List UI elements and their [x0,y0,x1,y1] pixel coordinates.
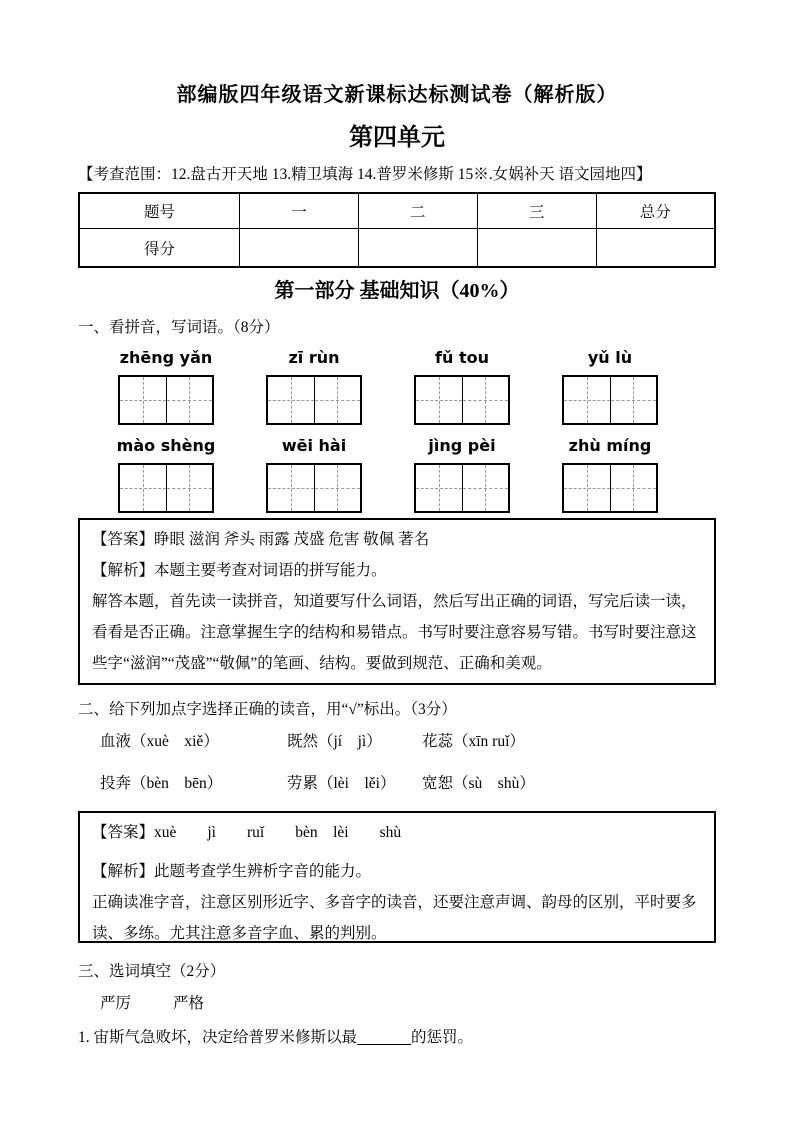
writing-grid-cell [416,377,463,423]
question-3-title: 三、选词填空（2分） [78,963,226,980]
phonetic-choice-item: 劳累（lèi lěi） [287,775,396,792]
pinyin-label: wēi hài [281,436,347,455]
fill-in-item-1 [78,1027,716,1049]
writing-grid-cell [268,465,315,511]
analysis-line: 【解析】此题考查学生辨析字音的能力。 [92,863,372,880]
writing-grid [414,375,510,425]
score-table-header-cell: 一 [240,193,359,229]
writing-grid-cell [268,377,315,423]
writing-grid [562,375,658,425]
pinyin-word-group [240,435,388,513]
pinyin-label: zhù míng [568,436,652,455]
pinyin-word-group [240,347,388,425]
score-cell-empty [596,229,715,268]
pinyin-word-group [92,347,240,425]
writing-grid [414,463,510,513]
fill-in-item-text-pre: 1. 宙斯气急败坏，决定给普罗米修斯以最 [78,1029,358,1046]
score-table-header-cell: 三 [477,193,596,229]
pinyin-label: zhēng yǎn [119,348,213,367]
phonetic-choice-item: 投奔（bèn bēn） [100,775,223,792]
answer-line: 【答案】睁眼 滋润 斧头 雨露 茂盛 危害 敬佩 著名 [92,531,430,548]
score-table-header-row [79,193,715,229]
score-table-score-row [79,229,715,268]
pinyin-label: mào shèng [116,436,216,455]
question-1-title: 一、看拼音，写词语。（8分） [78,319,280,336]
phonetic-choice-item: 血液（xuè xiě） [100,733,219,750]
question-2-title: 二、给下列加点字选择正确的读音，用“√”标出。（3分） [78,701,457,718]
writing-grid-cell [315,377,361,423]
pinyin-row-2 [78,435,716,513]
writing-grid-cell [564,377,611,423]
pinyin-word-group [536,435,684,513]
unit-title: 第四单元 [349,123,445,151]
score-cell-empty [358,229,477,268]
phonetic-choice-row-2 [78,773,716,795]
score-table [78,192,716,268]
writing-grid [562,463,658,513]
writing-grid-cell [611,377,657,423]
score-table-header-cell: 二 [358,193,477,229]
score-cell-empty [240,229,359,268]
pinyin-word-group [388,347,536,425]
analysis-detail: 正确读准字音，注意区别形近字、多音字的读音，还要注意声调、韵母的区别，平时要多读、多练。尤其注意多音字血、累的判别。 [92,894,697,942]
analysis-detail: 解答本题，首先读一读拼音，知道要写什么词语，然后写出正确的词语，写完后读一读，看看是否正确。注意掌握生字的结构和易错点。书写时要注意容易写错。书写时要注意这些字“滋润”“茂盛”“敬佩”的笔画、结构。要做到规范、正确和美观。 [92,593,697,672]
word-options [78,993,716,1015]
writing-grid-cell [564,465,611,511]
phonetic-choice-item: 既然（jí jì） [287,733,382,750]
score-cell-empty [477,229,596,268]
phonetic-choice-row-1 [78,731,716,753]
writing-grid-cell [463,465,509,511]
pinyin-word-group [536,347,684,425]
pinyin-row-1 [78,347,716,425]
writing-grid-cell [120,465,167,511]
section-1-title: 第一部分 基础知识（40%） [274,280,520,302]
word-option: 严格 [173,995,205,1012]
fill-in-item-text-post: 的惩罚。 [411,1029,474,1046]
writing-grid-cell [611,465,657,511]
pinyin-word-group [92,435,240,513]
writing-grid [118,463,214,513]
fill-blank-line [357,1029,411,1045]
writing-grid-cell [167,465,213,511]
answer-box-1 [78,518,716,685]
pinyin-label: fǔ tou [435,348,489,367]
phonetic-choice-item: 花蕊（xīn ruǐ） [422,733,525,750]
writing-grid-cell [463,377,509,423]
pinyin-word-group [388,435,536,513]
answer-box-2 [78,811,716,943]
answer-line: 【答案】xuè jì ruǐ bèn lèi shù [92,824,402,841]
doc-title: 部编版四年级语文新课标达标测试卷（解析版） [176,84,618,106]
analysis-line: 【解析】本题主要考查对词语的拼写能力。 [92,562,387,579]
pinyin-label: zī rùn [288,348,340,367]
writing-grid-cell [167,377,213,423]
writing-grid [118,375,214,425]
writing-grid-cell [315,465,361,511]
writing-grid [266,463,362,513]
phonetic-choice-item: 宽恕（sù shù） [422,775,535,792]
exam-scope: 【考查范围：12.盘古开天地 13.精卫填海 14.普罗米修斯 15※.女娲补天 语文园地四】 [78,166,652,183]
score-table-header-cell: 总分 [596,193,715,229]
score-table-header-cell: 题号 [79,193,240,229]
writing-grid-cell [120,377,167,423]
writing-grid [266,375,362,425]
pinyin-label: jìng pèi [428,436,496,455]
score-row-label: 得分 [79,229,240,268]
writing-grid-cell [416,465,463,511]
pinyin-label: yǔ lù [587,348,633,367]
word-option: 严厉 [100,995,132,1012]
